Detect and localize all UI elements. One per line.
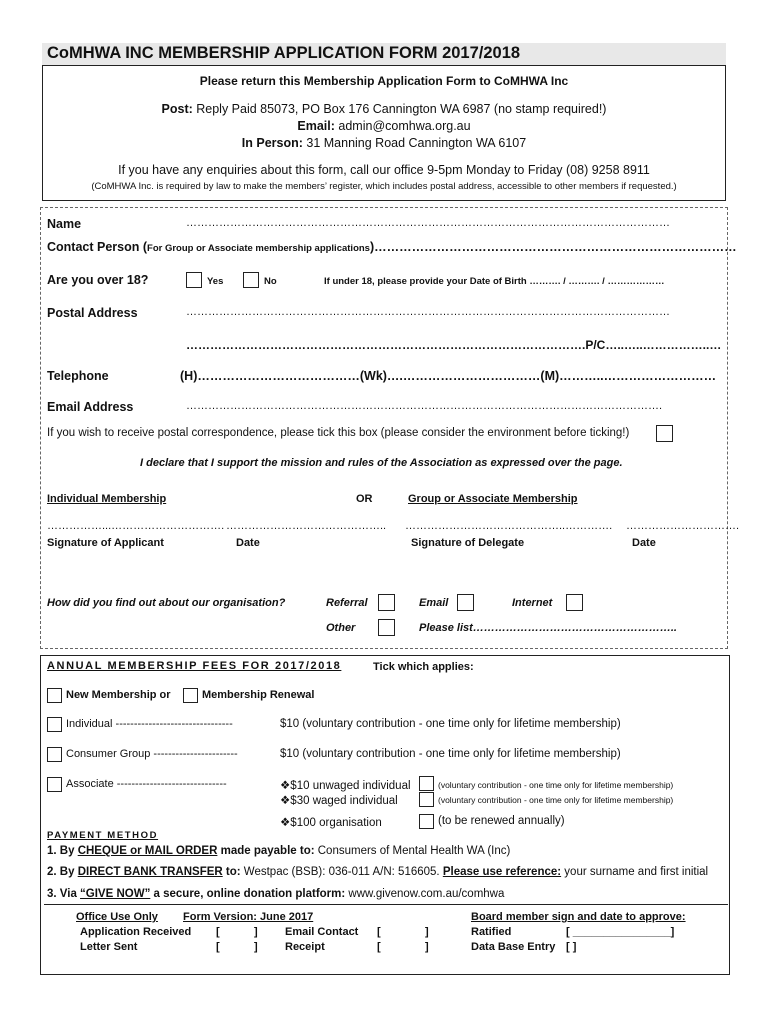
receipt-bracket-open: [ [377,941,381,953]
email-contact-label: Email Contact [285,926,359,938]
other-checkbox[interactable] [378,619,395,636]
individual-fee-checkbox[interactable] [47,717,62,732]
referral-checkbox[interactable] [378,594,395,611]
or-label: OR [356,493,373,505]
email-source-checkbox[interactable] [457,594,474,611]
email-address-label: Email Address [47,400,134,414]
associate-unwaged-checkbox[interactable] [419,776,434,791]
return-instruction: Please return this Membership Application Form to CoMHWA Inc [199,74,569,88]
no-label: No [264,276,277,287]
law-note: (CoMHWA Inc. is required by law to make the members’ register, which includes postal address, accessible to other members if requested.) [91,181,677,192]
ratified-field[interactable]: [ ________________] [566,926,675,938]
individual-fee-label: Individual -------------------------------- [66,718,233,730]
internet-label: Internet [512,597,553,609]
how-found-question: How did you find out about our organisation? [47,597,286,609]
individual-membership-heading: Individual Membership [47,493,167,505]
associate-unwaged-option: ❖$10 unwaged individual [280,780,411,792]
email-address: Email: admin@comhwa.org.au [297,119,471,133]
new-membership-label: New Membership or [66,689,171,701]
name-field[interactable]: …………………………………………………………………………………………………………………… [186,217,670,229]
referral-label: Referral [326,597,368,609]
application-received-bracket-close: ] [254,926,258,938]
signature-of-delegate-label: Signature of Delegate [411,537,525,549]
email-contact-bracket-close: ] [425,926,429,938]
internet-checkbox[interactable] [566,594,583,611]
payment-cheque-line: 1. By CHEQUE or MAIL ORDER made payable to: Consumers of Mental Health WA (Inc) [47,845,511,857]
renewal-label: Membership Renewal [202,689,315,701]
delegate-date-line[interactable]: …………………………. [626,520,740,532]
post-address: Post: Reply Paid 85073, PO Box 176 Cannington WA 6987 (no stamp required!) [161,102,607,116]
form-version: Form Version: June 2017 [183,911,314,923]
application-received-bracket-open: [ [216,926,220,938]
delegate-signature-line[interactable]: ……………………………………..…………. [405,520,613,532]
renewal-checkbox[interactable] [183,688,198,703]
new-membership-checkbox[interactable] [47,688,62,703]
associate-organisation-option: ❖$100 organisation [280,817,382,829]
letter-sent-bracket-close: ] [254,941,258,953]
postal-address-label: Postal Address [47,306,138,320]
annual-fees-heading: ANNUAL MEMBERSHIP FEES FOR 2017/2018 [47,660,342,672]
yes-checkbox[interactable] [186,272,202,288]
consumer-group-price: $10 (voluntary contribution - one time only for lifetime membership) [280,748,621,760]
database-entry-label: Data Base Entry [471,941,556,953]
associate-label: Associate ------------------------------ [66,778,227,790]
receipt-bracket-close: ] [425,941,429,953]
board-approval-heading: Board member sign and date to approve: [471,911,686,923]
telephone-field[interactable]: (H)…………………………………(Wk)….……………………………(M)………..……………………… [180,369,717,383]
declaration: I declare that I support the mission and rules of the Association as expressed over the page. [140,457,623,469]
associate-checkbox[interactable] [47,777,62,792]
postal-preference-checkbox[interactable] [656,425,673,442]
group-membership-heading: Group or Associate Membership [408,493,578,505]
please-list-field[interactable]: Please list……………………………………………….. [419,622,677,634]
form-title: CoMHWA INC MEMBERSHIP APPLICATION FORM 2017/2018 [47,44,521,62]
consumer-group-label: Consumer Group ----------------------- [66,748,238,760]
signature-of-applicant-label: Signature of Applicant [47,537,164,549]
associate-waged-option: ❖$30 waged individual [280,795,398,807]
applicant-date-label: Date [236,537,260,549]
tick-which-applies: Tick which applies: [373,661,474,673]
payment-method-heading: PAYMENT METHOD [47,830,159,841]
associate-unwaged-note: (voluntary contribution - one time only for lifetime membership) [438,780,674,790]
over-18-label: Are you over 18? [47,273,149,287]
contact-person-label: Contact Person (For Group or Associate membership applications)…………………………………………………………………………… [47,240,737,254]
name-label: Name [47,217,82,231]
in-person-address: In Person: 31 Manning Road Cannington WA 6107 [241,136,527,150]
postal-address-line-2[interactable]: ……………………………………………………………………………………….P/C…..…..……………..… [186,338,722,352]
ratified-label: Ratified [471,926,512,938]
associate-organisation-checkbox[interactable] [419,814,434,829]
postal-preference-text: If you wish to receive postal correspondence, please tick this box (please consider the environment before ticking!) [47,427,630,439]
postal-address-line-1[interactable]: …………………………………………………………………………………………………………………… [186,306,670,318]
applicant-signature-line[interactable]: ……………...…………………………. [47,520,225,532]
payment-give-now-line: 3. Via “GIVE NOW” a secure, online donation platform: www.givenow.com.au/comhwa [47,888,505,900]
yes-label: Yes [207,276,224,287]
email-source-label: Email [419,597,449,609]
receipt-label: Receipt [285,941,325,953]
individual-fee-price: $10 (voluntary contribution - one time only for lifetime membership) [280,718,621,730]
other-label: Other [326,622,356,634]
enquiries-line: If you have any enquiries about this form, call our office 9-5pm Monday to Friday (08) 9258 8911 [118,163,650,177]
no-checkbox[interactable] [243,272,259,288]
telephone-label: Telephone [47,369,109,383]
date-of-birth-field[interactable]: If under 18, please provide your Date of Birth ………. / ………. / ……………… [324,276,665,287]
application-received-label: Application Received [80,926,192,938]
email-address-field[interactable]: …………………………………………………………………………………………………………………. [186,400,663,412]
database-entry-field[interactable]: [ ] [566,941,577,953]
delegate-date-label: Date [632,537,656,549]
payment-bank-transfer-line: 2. By DIRECT BANK TRANSFER to: Westpac (BSB): 036-011 A/N: 516605. Please use reference: your surname and first initial [47,866,709,878]
associate-waged-note: (voluntary contribution - one time only for lifetime membership) [438,795,674,805]
associate-organisation-note: (to be renewed annually) [438,815,565,827]
office-divider [44,904,728,905]
applicant-date-line[interactable]: …………………………………….. [226,520,387,532]
associate-waged-checkbox[interactable] [419,792,434,807]
letter-sent-bracket-open: [ [216,941,220,953]
consumer-group-checkbox[interactable] [47,747,62,762]
office-use-heading: Office Use Only [76,911,158,923]
letter-sent-label: Letter Sent [80,941,138,953]
email-contact-bracket-open: [ [377,926,381,938]
